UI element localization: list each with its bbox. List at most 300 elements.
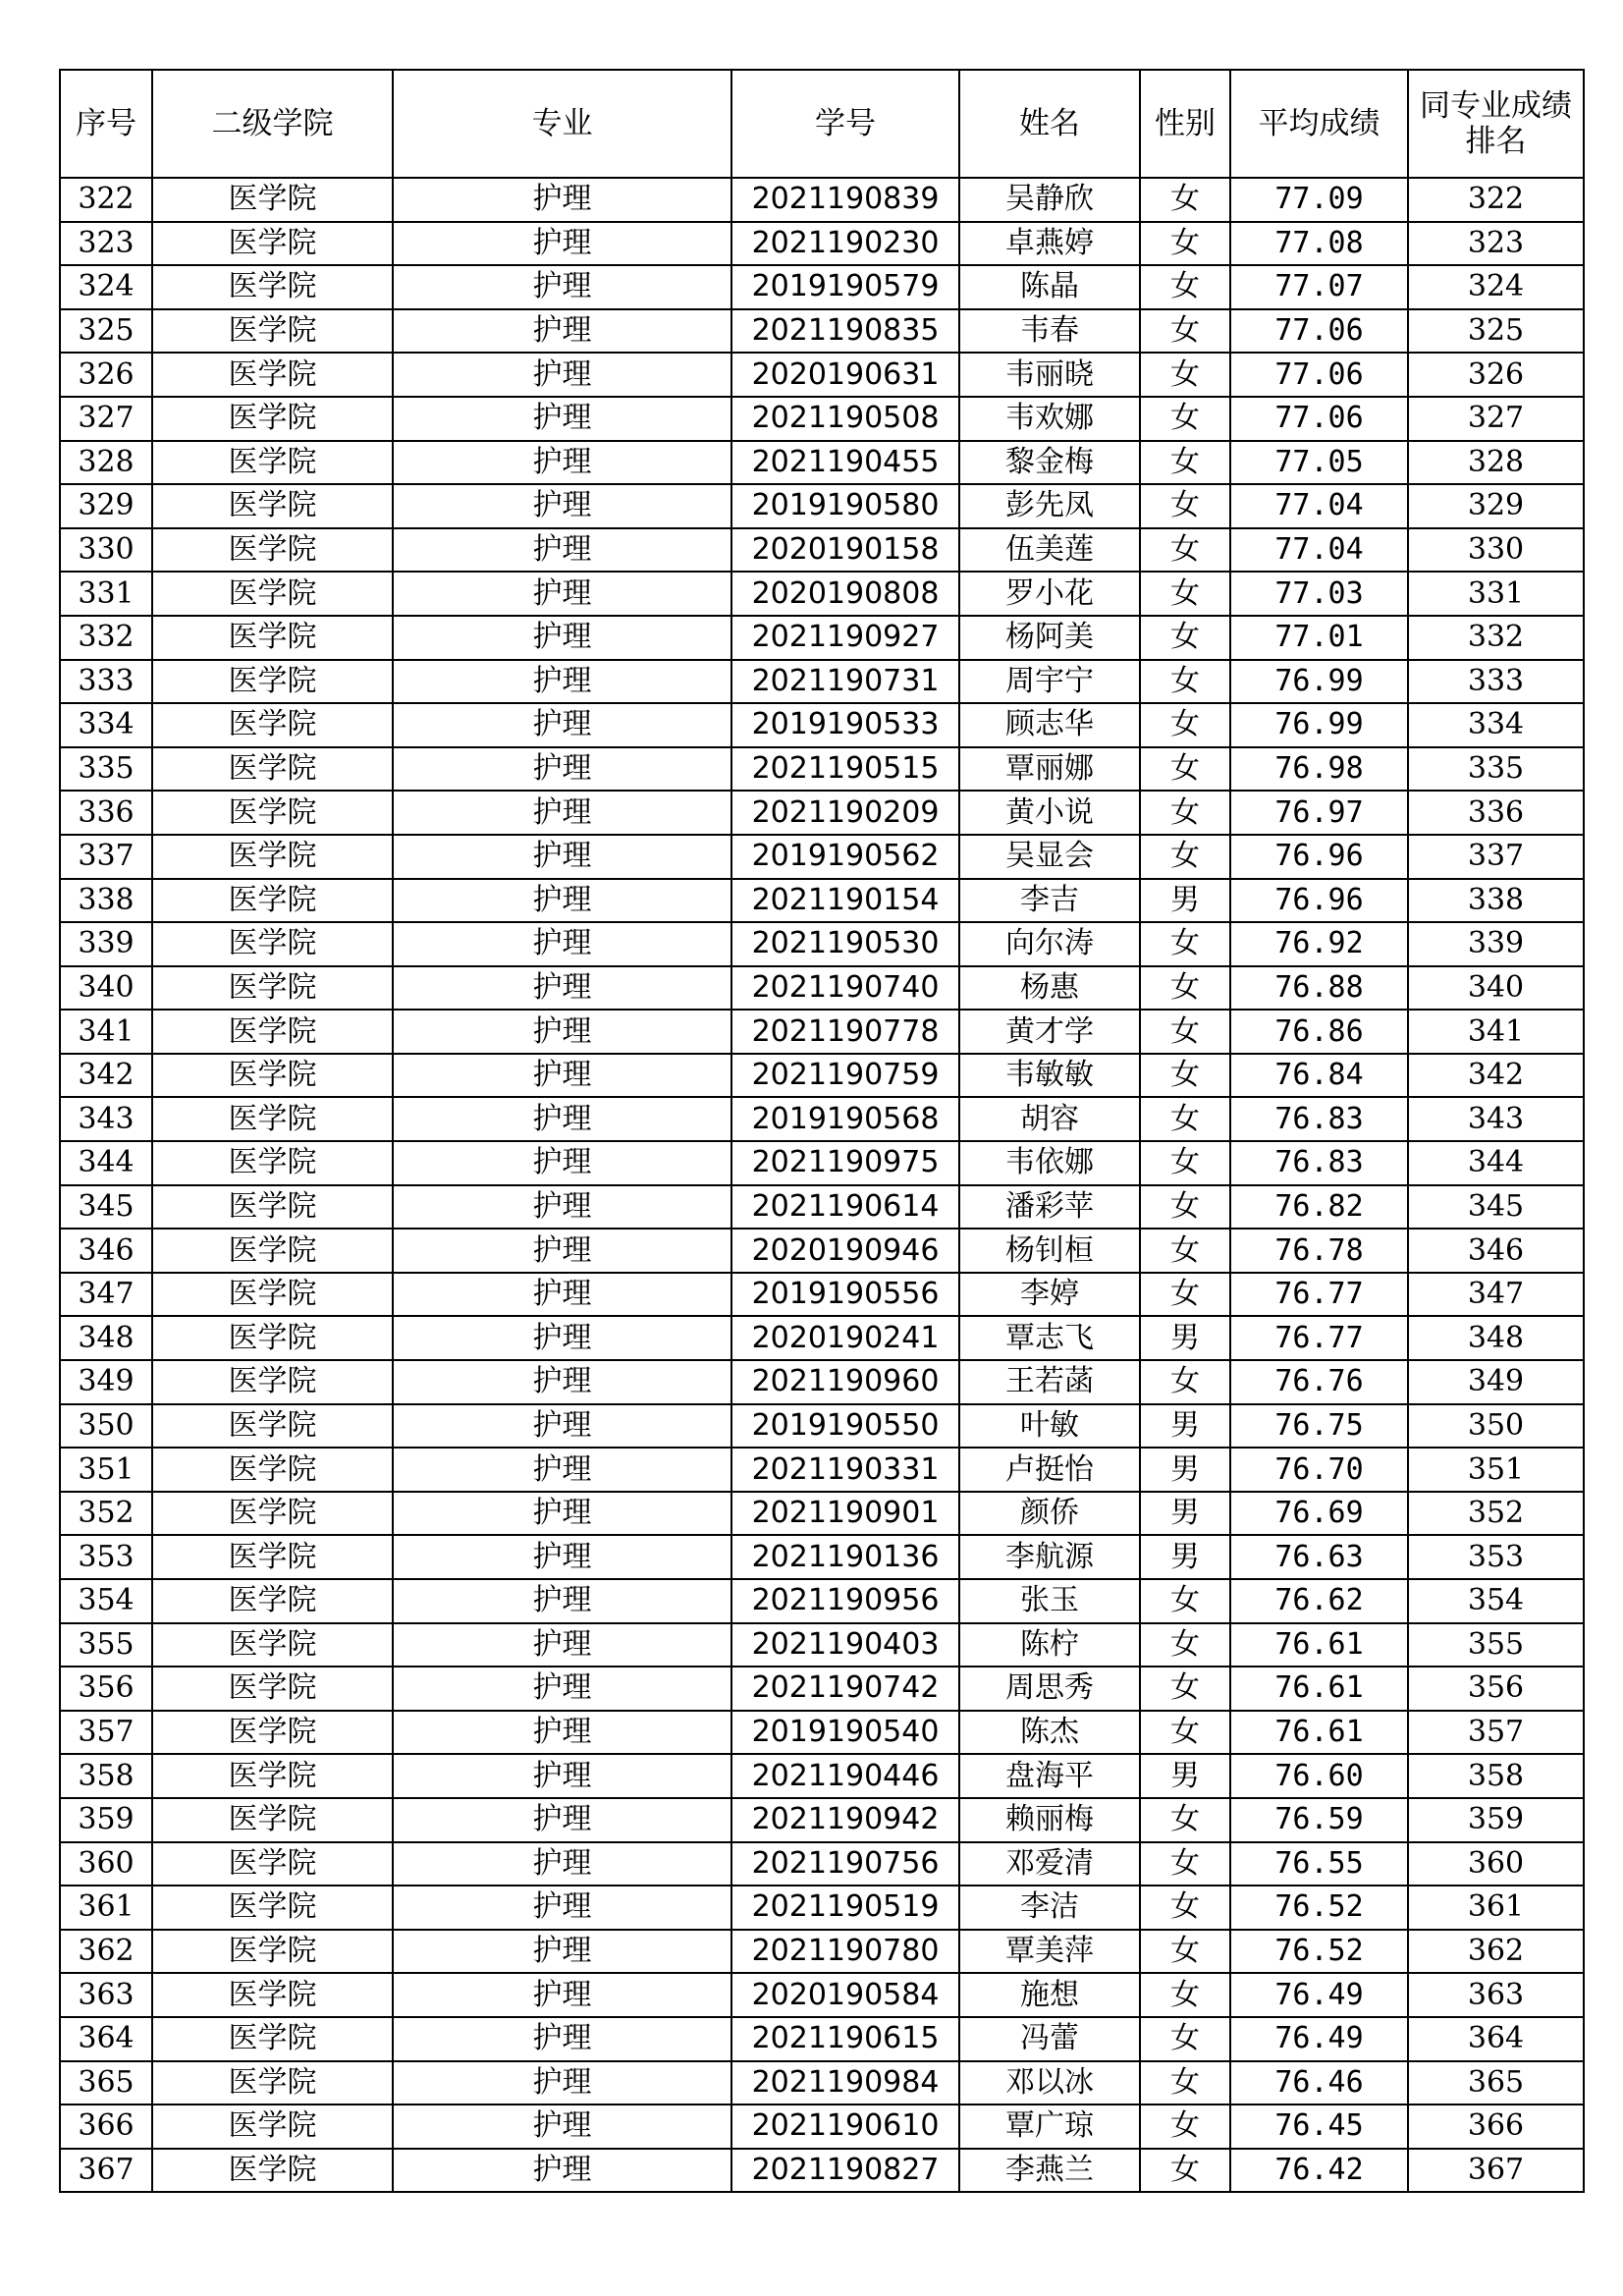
- cell-avg-score: 76.83: [1230, 1141, 1408, 1185]
- cell-avg-score: 76.49: [1230, 1973, 1408, 2017]
- cell-college: 医学院: [152, 616, 393, 660]
- cell-avg-score: 77.04: [1230, 528, 1408, 573]
- cell-name: 邓爱清: [959, 1842, 1140, 1886]
- cell-seq: 333: [60, 660, 152, 704]
- cell-rank: 326: [1408, 353, 1584, 397]
- table-row: [60, 1229, 1584, 1273]
- cell-name: 陈晶: [959, 265, 1140, 309]
- table-row: [60, 1754, 1584, 1798]
- cell-rank: 340: [1408, 966, 1584, 1011]
- cell-college: 医学院: [152, 1579, 393, 1623]
- cell-college: 医学院: [152, 703, 393, 747]
- cell-gender: 女: [1140, 1141, 1230, 1185]
- cell-avg-score: 76.77: [1230, 1316, 1408, 1360]
- cell-name: 潘彩苹: [959, 1185, 1140, 1230]
- cell-college: 医学院: [152, 922, 393, 966]
- cell-student-id: 2021190230: [731, 222, 959, 266]
- cell-college: 医学院: [152, 1448, 393, 1492]
- cell-student-id: 2021190519: [731, 1886, 959, 1930]
- cell-avg-score: 76.92: [1230, 922, 1408, 966]
- cell-major: 护理: [393, 1054, 731, 1098]
- cell-avg-score: 77.06: [1230, 397, 1408, 441]
- cell-rank: 334: [1408, 703, 1584, 747]
- cell-gender: 女: [1140, 1930, 1230, 1974]
- cell-college: 医学院: [152, 2017, 393, 2061]
- cell-avg-score: 76.99: [1230, 703, 1408, 747]
- cell-name: 王若菡: [959, 1360, 1140, 1404]
- grade-ranking-table: [59, 69, 1585, 2193]
- cell-student-id: 2019190562: [731, 835, 959, 879]
- cell-name: 卓燕婷: [959, 222, 1140, 266]
- cell-rank: 323: [1408, 222, 1584, 266]
- cell-major: 护理: [393, 1010, 731, 1054]
- cell-seq: 356: [60, 1667, 152, 1711]
- cell-seq: 367: [60, 2149, 152, 2193]
- cell-avg-score: 76.97: [1230, 791, 1408, 835]
- cell-name: 卢挺怡: [959, 1448, 1140, 1492]
- cell-seq: 345: [60, 1185, 152, 1230]
- cell-college: 医学院: [152, 1754, 393, 1798]
- cell-major: 护理: [393, 616, 731, 660]
- cell-avg-score: 76.70: [1230, 1448, 1408, 1492]
- cell-gender: 女: [1140, 1579, 1230, 1623]
- cell-student-id: 2019190556: [731, 1273, 959, 1317]
- cell-gender: 男: [1140, 1535, 1230, 1579]
- cell-seq: 337: [60, 835, 152, 879]
- cell-major: 护理: [393, 572, 731, 616]
- cell-major: 护理: [393, 835, 731, 879]
- cell-avg-score: 77.06: [1230, 309, 1408, 354]
- cell-student-id: 2019190540: [731, 1711, 959, 1755]
- cell-seq: 347: [60, 1273, 152, 1317]
- cell-name: 冯蕾: [959, 2017, 1140, 2061]
- cell-gender: 女: [1140, 1273, 1230, 1317]
- cell-student-id: 2021190942: [731, 1798, 959, 1842]
- cell-rank: 344: [1408, 1141, 1584, 1185]
- cell-name: 盘海平: [959, 1754, 1140, 1798]
- cell-gender: 女: [1140, 397, 1230, 441]
- cell-student-id: 2020190241: [731, 1316, 959, 1360]
- cell-name: 施想: [959, 1973, 1140, 2017]
- cell-avg-score: 76.52: [1230, 1930, 1408, 1974]
- cell-rank: 347: [1408, 1273, 1584, 1317]
- cell-name: 黎金梅: [959, 441, 1140, 485]
- cell-avg-score: 76.60: [1230, 1754, 1408, 1798]
- cell-rank: 330: [1408, 528, 1584, 573]
- cell-name: 杨钊桓: [959, 1229, 1140, 1273]
- cell-gender: 女: [1140, 265, 1230, 309]
- cell-avg-score: 77.03: [1230, 572, 1408, 616]
- table-row: [60, 835, 1584, 879]
- cell-gender: 女: [1140, 1185, 1230, 1230]
- cell-college: 医学院: [152, 1886, 393, 1930]
- cell-rank: 331: [1408, 572, 1584, 616]
- table-row: [60, 2149, 1584, 2193]
- cell-rank: 338: [1408, 879, 1584, 923]
- cell-rank: 329: [1408, 484, 1584, 528]
- cell-avg-score: 76.88: [1230, 966, 1408, 1011]
- cell-major: 护理: [393, 1448, 731, 1492]
- cell-major: 护理: [393, 747, 731, 792]
- cell-gender: 女: [1140, 2105, 1230, 2149]
- cell-avg-score: 77.01: [1230, 616, 1408, 660]
- cell-student-id: 2021190984: [731, 2061, 959, 2105]
- cell-gender: 女: [1140, 1667, 1230, 1711]
- cell-avg-score: 76.82: [1230, 1185, 1408, 1230]
- cell-major: 护理: [393, 1842, 731, 1886]
- cell-rank: 337: [1408, 835, 1584, 879]
- cell-name: 叶敏: [959, 1404, 1140, 1449]
- cell-college: 医学院: [152, 879, 393, 923]
- cell-student-id: 2021190508: [731, 397, 959, 441]
- cell-college: 医学院: [152, 528, 393, 573]
- table-row: [60, 222, 1584, 266]
- cell-seq: 357: [60, 1711, 152, 1755]
- cell-seq: 349: [60, 1360, 152, 1404]
- cell-gender: 女: [1140, 1842, 1230, 1886]
- cell-seq: 338: [60, 879, 152, 923]
- cell-name: 罗小花: [959, 572, 1140, 616]
- table-row: [60, 1579, 1584, 1623]
- cell-gender: 男: [1140, 879, 1230, 923]
- cell-gender: 女: [1140, 922, 1230, 966]
- cell-gender: 女: [1140, 966, 1230, 1011]
- table-row: [60, 1054, 1584, 1098]
- cell-gender: 女: [1140, 1360, 1230, 1404]
- table-row: [60, 1141, 1584, 1185]
- table-row: [60, 966, 1584, 1011]
- cell-rank: 328: [1408, 441, 1584, 485]
- cell-major: 护理: [393, 178, 731, 222]
- cell-seq: 364: [60, 2017, 152, 2061]
- cell-gender: 女: [1140, 1010, 1230, 1054]
- table-row: [60, 1798, 1584, 1842]
- cell-avg-score: 76.63: [1230, 1535, 1408, 1579]
- cell-rank: 355: [1408, 1623, 1584, 1667]
- cell-name: 吴静欣: [959, 178, 1140, 222]
- cell-major: 护理: [393, 1273, 731, 1317]
- cell-rank: 349: [1408, 1360, 1584, 1404]
- cell-college: 医学院: [152, 222, 393, 266]
- cell-major: 护理: [393, 2061, 731, 2105]
- cell-college: 医学院: [152, 1097, 393, 1141]
- cell-major: 护理: [393, 1930, 731, 1974]
- cell-seq: 358: [60, 1754, 152, 1798]
- cell-gender: 女: [1140, 835, 1230, 879]
- cell-name: 李燕兰: [959, 2149, 1140, 2193]
- header-row: [60, 70, 1584, 178]
- cell-college: 医学院: [152, 1798, 393, 1842]
- header-gender: 性别: [1140, 70, 1230, 178]
- cell-avg-score: 77.05: [1230, 441, 1408, 485]
- cell-major: 护理: [393, 791, 731, 835]
- cell-gender: 女: [1140, 1711, 1230, 1755]
- cell-college: 医学院: [152, 2149, 393, 2193]
- table-row: [60, 572, 1584, 616]
- cell-college: 医学院: [152, 1930, 393, 1974]
- cell-avg-score: 76.76: [1230, 1360, 1408, 1404]
- cell-student-id: 2019190579: [731, 265, 959, 309]
- cell-major: 护理: [393, 1535, 731, 1579]
- cell-rank: 363: [1408, 1973, 1584, 2017]
- cell-name: 周思秀: [959, 1667, 1140, 1711]
- table-row: [60, 660, 1584, 704]
- cell-seq: 326: [60, 353, 152, 397]
- cell-gender: 女: [1140, 2061, 1230, 2105]
- cell-major: 护理: [393, 441, 731, 485]
- cell-avg-score: 76.61: [1230, 1711, 1408, 1755]
- table-row: [60, 1010, 1584, 1054]
- cell-avg-score: 76.42: [1230, 2149, 1408, 2193]
- table-row: [60, 441, 1584, 485]
- cell-major: 护理: [393, 1973, 731, 2017]
- cell-seq: 340: [60, 966, 152, 1011]
- cell-major: 护理: [393, 922, 731, 966]
- cell-major: 护理: [393, 1229, 731, 1273]
- cell-student-id: 2021190446: [731, 1754, 959, 1798]
- table-row: [60, 1097, 1584, 1141]
- cell-gender: 女: [1140, 1973, 1230, 2017]
- cell-college: 医学院: [152, 2061, 393, 2105]
- table-row: [60, 1273, 1584, 1317]
- cell-name: 覃美萍: [959, 1930, 1140, 1974]
- table-row: [60, 1185, 1584, 1230]
- cell-seq: 323: [60, 222, 152, 266]
- cell-gender: 女: [1140, 1097, 1230, 1141]
- cell-name: 周宇宁: [959, 660, 1140, 704]
- header-avg-score: 平均成绩: [1230, 70, 1408, 178]
- cell-rank: 332: [1408, 616, 1584, 660]
- cell-student-id: 2021190901: [731, 1492, 959, 1536]
- cell-avg-score: 76.77: [1230, 1273, 1408, 1317]
- cell-avg-score: 76.86: [1230, 1010, 1408, 1054]
- cell-rank: 322: [1408, 178, 1584, 222]
- cell-college: 医学院: [152, 353, 393, 397]
- cell-seq: 366: [60, 2105, 152, 2149]
- cell-college: 医学院: [152, 1316, 393, 1360]
- cell-rank: 348: [1408, 1316, 1584, 1360]
- cell-major: 护理: [393, 1798, 731, 1842]
- cell-college: 医学院: [152, 1010, 393, 1054]
- cell-rank: 343: [1408, 1097, 1584, 1141]
- cell-student-id: 2021190835: [731, 309, 959, 354]
- cell-seq: 346: [60, 1229, 152, 1273]
- cell-student-id: 2021190731: [731, 660, 959, 704]
- cell-seq: 355: [60, 1623, 152, 1667]
- cell-rank: 360: [1408, 1842, 1584, 1886]
- cell-rank: 351: [1408, 1448, 1584, 1492]
- cell-rank: 358: [1408, 1754, 1584, 1798]
- cell-gender: 女: [1140, 1886, 1230, 1930]
- table-row: [60, 2105, 1584, 2149]
- table-row: [60, 1535, 1584, 1579]
- cell-name: 杨阿美: [959, 616, 1140, 660]
- table-row: [60, 1973, 1584, 2017]
- cell-college: 医学院: [152, 966, 393, 1011]
- cell-seq: 354: [60, 1579, 152, 1623]
- table-row: [60, 1448, 1584, 1492]
- cell-college: 医学院: [152, 1842, 393, 1886]
- cell-rank: 342: [1408, 1054, 1584, 1098]
- table-body: [60, 178, 1584, 2192]
- cell-gender: 女: [1140, 1054, 1230, 1098]
- table-row: [60, 528, 1584, 573]
- cell-gender: 女: [1140, 222, 1230, 266]
- cell-student-id: 2021190759: [731, 1054, 959, 1098]
- cell-student-id: 2021190610: [731, 2105, 959, 2149]
- cell-major: 护理: [393, 2017, 731, 2061]
- cell-name: 李洁: [959, 1886, 1140, 1930]
- cell-major: 护理: [393, 1185, 731, 1230]
- cell-name: 邓以冰: [959, 2061, 1140, 2105]
- cell-student-id: 2019190568: [731, 1097, 959, 1141]
- cell-student-id: 2021190956: [731, 1579, 959, 1623]
- cell-student-id: 2021190154: [731, 879, 959, 923]
- cell-seq: 342: [60, 1054, 152, 1098]
- table-row: [60, 1842, 1584, 1886]
- cell-name: 覃丽娜: [959, 747, 1140, 792]
- cell-major: 护理: [393, 397, 731, 441]
- cell-name: 赖丽梅: [959, 1798, 1140, 1842]
- cell-college: 医学院: [152, 1273, 393, 1317]
- cell-major: 护理: [393, 1360, 731, 1404]
- cell-major: 护理: [393, 660, 731, 704]
- cell-major: 护理: [393, 2105, 731, 2149]
- table-row: [60, 791, 1584, 835]
- cell-college: 医学院: [152, 1667, 393, 1711]
- table-row: [60, 484, 1584, 528]
- cell-student-id: 2020190158: [731, 528, 959, 573]
- cell-seq: 335: [60, 747, 152, 792]
- cell-college: 医学院: [152, 747, 393, 792]
- cell-avg-score: 76.78: [1230, 1229, 1408, 1273]
- cell-gender: 女: [1140, 484, 1230, 528]
- cell-rank: 341: [1408, 1010, 1584, 1054]
- cell-rank: 364: [1408, 2017, 1584, 2061]
- cell-gender: 女: [1140, 2149, 1230, 2193]
- cell-avg-score: 77.06: [1230, 353, 1408, 397]
- cell-gender: 男: [1140, 1316, 1230, 1360]
- cell-name: 陈柠: [959, 1623, 1140, 1667]
- cell-gender: 女: [1140, 1623, 1230, 1667]
- cell-rank: 325: [1408, 309, 1584, 354]
- table-row: [60, 353, 1584, 397]
- cell-student-id: 2021190331: [731, 1448, 959, 1492]
- cell-seq: 329: [60, 484, 152, 528]
- cell-gender: 女: [1140, 2017, 1230, 2061]
- cell-seq: 332: [60, 616, 152, 660]
- cell-rank: 357: [1408, 1711, 1584, 1755]
- cell-college: 医学院: [152, 1185, 393, 1230]
- cell-major: 护理: [393, 1886, 731, 1930]
- cell-name: 向尔涛: [959, 922, 1140, 966]
- cell-college: 医学院: [152, 309, 393, 354]
- cell-avg-score: 76.99: [1230, 660, 1408, 704]
- cell-college: 医学院: [152, 441, 393, 485]
- cell-college: 医学院: [152, 2105, 393, 2149]
- table-row: [60, 747, 1584, 792]
- cell-avg-score: 76.84: [1230, 1054, 1408, 1098]
- cell-rank: 336: [1408, 791, 1584, 835]
- cell-name: 韦敏敏: [959, 1054, 1140, 1098]
- cell-seq: 334: [60, 703, 152, 747]
- cell-name: 顾志华: [959, 703, 1140, 747]
- cell-gender: 男: [1140, 1492, 1230, 1536]
- cell-college: 医学院: [152, 1492, 393, 1536]
- header-college: 二级学院: [152, 70, 393, 178]
- cell-name: 颜侨: [959, 1492, 1140, 1536]
- table-row: [60, 178, 1584, 222]
- cell-student-id: 2021190209: [731, 791, 959, 835]
- cell-seq: 365: [60, 2061, 152, 2105]
- cell-avg-score: 77.09: [1230, 178, 1408, 222]
- table-row: [60, 616, 1584, 660]
- cell-rank: 359: [1408, 1798, 1584, 1842]
- cell-seq: 344: [60, 1141, 152, 1185]
- cell-major: 护理: [393, 1754, 731, 1798]
- cell-major: 护理: [393, 2149, 731, 2193]
- table-row: [60, 2017, 1584, 2061]
- cell-seq: 352: [60, 1492, 152, 1536]
- cell-gender: 女: [1140, 703, 1230, 747]
- cell-student-id: 2020190584: [731, 1973, 959, 2017]
- cell-rank: 335: [1408, 747, 1584, 792]
- cell-seq: 324: [60, 265, 152, 309]
- cell-avg-score: 76.46: [1230, 2061, 1408, 2105]
- cell-seq: 343: [60, 1097, 152, 1141]
- cell-name: 覃广琼: [959, 2105, 1140, 2149]
- cell-college: 医学院: [152, 791, 393, 835]
- header-name: 姓名: [959, 70, 1140, 178]
- table-row: [60, 1316, 1584, 1360]
- cell-name: 陈杰: [959, 1711, 1140, 1755]
- cell-college: 医学院: [152, 1141, 393, 1185]
- cell-seq: 325: [60, 309, 152, 354]
- cell-gender: 女: [1140, 441, 1230, 485]
- cell-major: 护理: [393, 879, 731, 923]
- table-row: [60, 1623, 1584, 1667]
- cell-gender: 男: [1140, 1448, 1230, 1492]
- cell-college: 医学院: [152, 178, 393, 222]
- header-seq: 序号: [60, 70, 152, 178]
- cell-rank: 365: [1408, 2061, 1584, 2105]
- cell-avg-score: 76.98: [1230, 747, 1408, 792]
- cell-seq: 328: [60, 441, 152, 485]
- cell-college: 医学院: [152, 835, 393, 879]
- cell-major: 护理: [393, 1667, 731, 1711]
- cell-avg-score: 76.52: [1230, 1886, 1408, 1930]
- cell-seq: 362: [60, 1930, 152, 1974]
- cell-rank: 339: [1408, 922, 1584, 966]
- cell-major: 护理: [393, 1711, 731, 1755]
- cell-avg-score: 76.69: [1230, 1492, 1408, 1536]
- cell-name: 吴显会: [959, 835, 1140, 879]
- cell-college: 医学院: [152, 1054, 393, 1098]
- cell-college: 医学院: [152, 1973, 393, 2017]
- cell-gender: 女: [1140, 616, 1230, 660]
- cell-student-id: 2021190742: [731, 1667, 959, 1711]
- cell-major: 护理: [393, 528, 731, 573]
- cell-student-id: 2020190808: [731, 572, 959, 616]
- cell-gender: 女: [1140, 178, 1230, 222]
- cell-avg-score: 76.61: [1230, 1667, 1408, 1711]
- cell-name: 黄才学: [959, 1010, 1140, 1054]
- cell-student-id: 2021190756: [731, 1842, 959, 1886]
- cell-seq: 336: [60, 791, 152, 835]
- cell-student-id: 2021190615: [731, 2017, 959, 2061]
- cell-gender: 女: [1140, 660, 1230, 704]
- table-row: [60, 2061, 1584, 2105]
